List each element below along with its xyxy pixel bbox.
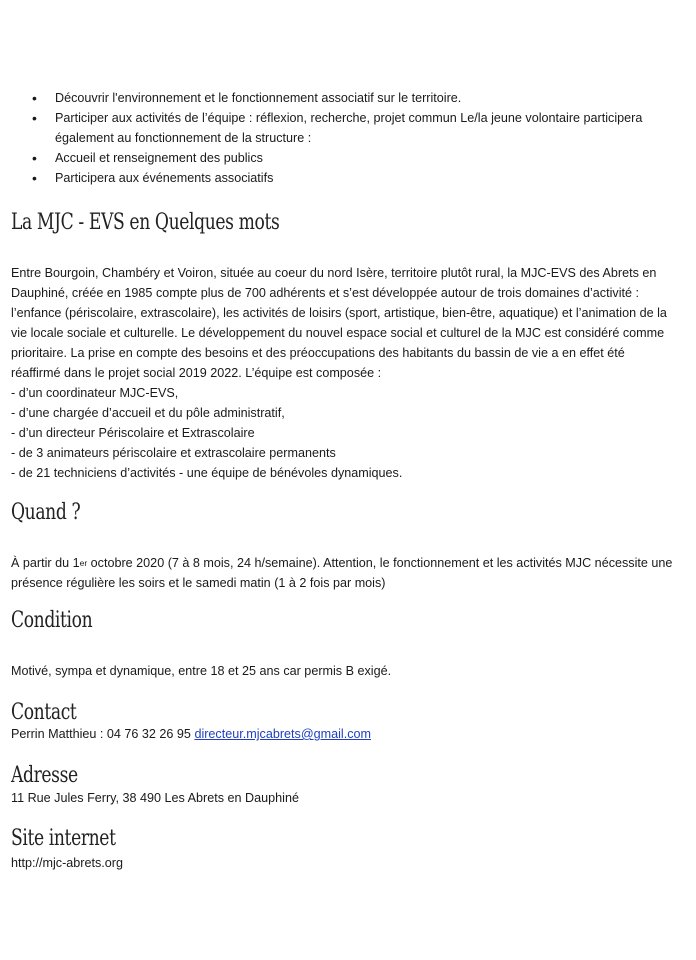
mjc-section-body (11, 263, 677, 483)
bullet-item: • Découvrir l'environnement et le fonctionnement associatif sur le territoire. (32, 88, 672, 108)
team-item: - d’un directeur Périscolaire et Extrascolaire (11, 426, 255, 440)
contact-name-phone: Perrin Matthieu : 04 76 32 26 95 (11, 727, 195, 741)
team-item: - d’un coordinateur MJC-EVS, (11, 386, 179, 400)
quand-text-end: octobre 2020 (7 à 8 mois, 24 h/semaine). Attention, le fonctionnement et les activités MJC nécessite une présence régulière les soirs et le samedi matin (1 à 2 fois par mois) (11, 556, 673, 590)
team-item: - de 3 animateurs périscolaire et extrascolaire permanents (11, 446, 336, 460)
contact-heading: Contact (11, 700, 77, 725)
quand-text-start: À partir du 1 (11, 556, 80, 570)
bullet-item: • Accueil et renseignement des publics (32, 148, 672, 168)
mission-bullet-list (32, 88, 672, 188)
mjc-heading: La MJC - EVS en Quelques mots (11, 210, 280, 235)
bullet-item: • Participer aux activités de l’équipe : réflexion, recherche, projet commun Le/la jeune volontaire participera également au fonctionnement de la structure : (32, 108, 672, 148)
condition-heading: Condition (11, 608, 93, 633)
team-item: - de 21 techniciens d’activités - une équipe de bénévoles dynamiques. (11, 466, 403, 480)
website-url: http://mjc-abrets.org (11, 856, 123, 870)
site-heading: Site internet (11, 826, 116, 851)
quand-heading: Quand ? (11, 500, 81, 525)
ordinal-superscript: er (79, 558, 88, 568)
quand-text (11, 553, 677, 593)
team-item: - d’une chargée d’accueil et du pôle administratif, (11, 406, 285, 420)
adresse-heading: Adresse (11, 763, 78, 788)
condition-text: Motivé, sympa et dynamique, entre 18 et 25 ans car permis B exigé. (11, 664, 392, 678)
contact-email-link[interactable]: directeur.mjcabrets@gmail.com (194, 727, 371, 741)
bullet-item: • Participera aux événements associatifs (32, 168, 672, 188)
address-text: 11 Rue Jules Ferry, 38 490 Les Abrets en Dauphiné (11, 791, 299, 805)
mjc-description: Entre Bourgoin, Chambéry et Voiron, située au coeur du nord Isère, territoire plutôt rural, la MJC-EVS des Abrets en Dauphiné, créée en 1985 compte plus de 700 adhérents et s’est développée autour de trois domaines d’activité : l’enfance (périscolaire, extrascolaire), les activités de loisirs (sport, artistique, bien-être, aquatique) et l’animation de la vie locale sociale et culturelle. Le développement du nouvel espace social et culturel de la MJC est considéré comme prioritaire. La prise en compte des besoins et des préoccupations des habitants du bassin de vie a en effet été réaffirmé dans le projet social 2019 2022. L’équipe est composée : (11, 266, 667, 380)
contact-line (11, 724, 677, 744)
